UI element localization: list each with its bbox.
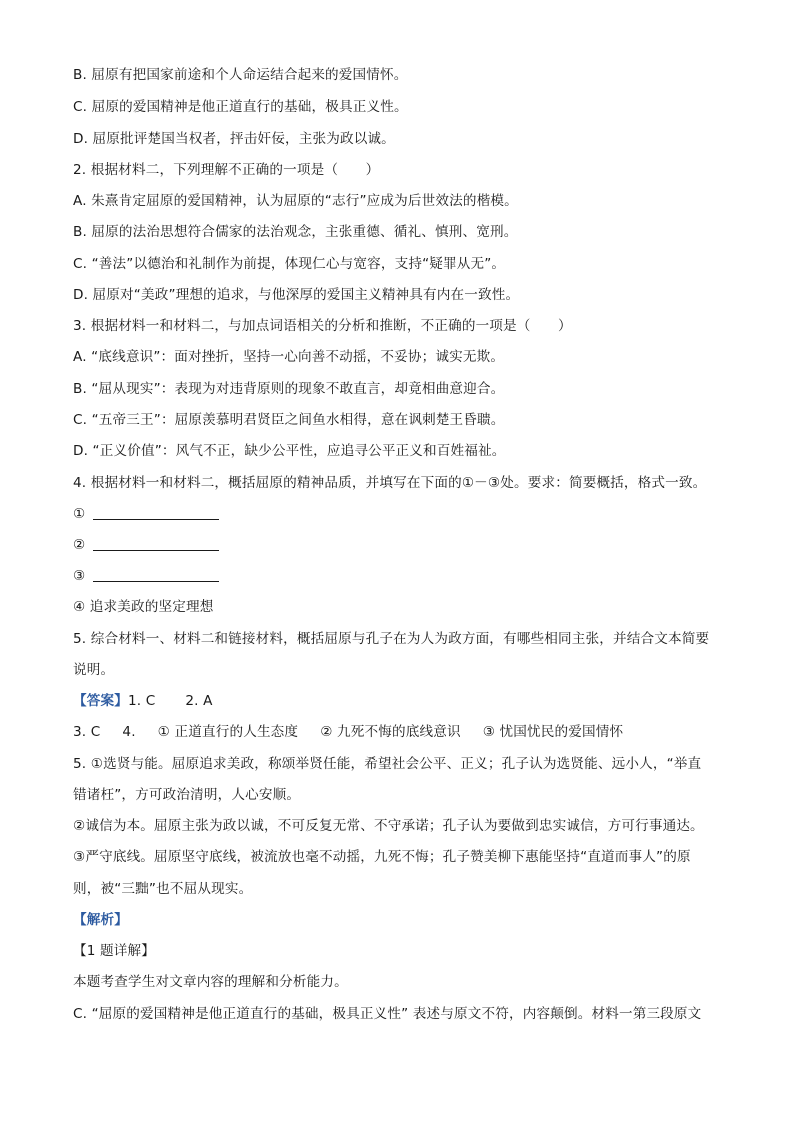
- option-b-q1: B. 屈原有把国家前途和个人命运结合起来的爱国情怀。: [73, 67, 408, 83]
- answer-3: 3. C: [73, 724, 101, 740]
- analysis-line-1: 本题考查学生对文章内容的理解和分析能力。: [73, 974, 348, 990]
- option-d-q1: D. 屈原批评楚国当权者，抨击奸佞，主张为政以诚。: [73, 131, 395, 147]
- blank-number: ②: [73, 537, 86, 553]
- option-c-q1: C. 屈原的爱国精神是他正道直行的基础，极具正义性。: [73, 99, 408, 115]
- answer-blank-1: [73, 505, 219, 523]
- question-5-line-1: 5. 综合材料一、材料二和链接材料，概括屈原与孔子在为人为政方面，有哪些相同主张，并结合文本简要: [73, 631, 710, 647]
- answer-4-item-1: ① 正道直行的人生态度: [157, 724, 299, 740]
- fill-in-line: [93, 567, 219, 582]
- question-2: 2. 根据材料二，下列理解不正确的一项是（ ）: [73, 162, 380, 178]
- blank-number: ③: [73, 568, 86, 584]
- answer-5-line-5: 则，被“三黜”也不屈从现实。: [73, 881, 253, 897]
- answer-row-2: [73, 723, 623, 741]
- option-a-q2: A. 朱熹肯定屈原的爱国精神，认为屈原的“志行”应成为后世效法的楷模。: [73, 193, 518, 209]
- answer-blank-3: [73, 567, 219, 585]
- answer-tag: 【答案】: [73, 693, 128, 709]
- option-d-q2: D. 屈原对“美政”理想的追求，与他深厚的爱国主义精神具有内在一致性。: [73, 287, 520, 303]
- question-4: 4. 根据材料一和材料二，概括屈原的精神品质，并填写在下面的①－③处。要求：简要概括，格式一致。: [73, 475, 707, 491]
- answer-blank-2: [73, 536, 219, 554]
- answer-4-label: 4.: [122, 724, 136, 740]
- analysis-subheading-1: 【1 题详解】: [73, 943, 155, 959]
- option-c-q2: C. “善法”以德治和礼制作为前提，体现仁心与宽容，支持“疑罪从无”。: [73, 256, 506, 272]
- answer-2: 2. A: [185, 693, 213, 709]
- option-b-q2: B. 屈原的法治思想符合儒家的法治观念，主张重德、循礼、慎刑、宽刑。: [73, 224, 518, 240]
- answer-5-line-1: 5. ①选贤与能。屈原追求美政，称颂举贤任能，希望社会公平、正义；孔子认为选贤能、远小人，“举直: [73, 756, 702, 772]
- question-3: 3. 根据材料一和材料二，与加点词语相关的分析和推断，不正确的一项是（ ）: [73, 318, 572, 334]
- analysis-tag: 【解析】: [73, 912, 128, 928]
- answer-4-item-3: ③ 忧国忧民的爱国情怀: [482, 724, 624, 740]
- answer-5-line-3: ②诚信为本。屈原主张为政以诚，不可反复无常、不守承诺；孔子认为要做到忠实诚信，方可行事通达。: [73, 818, 704, 834]
- fill-in-line: [93, 536, 219, 551]
- question-5-line-2: 说明。: [73, 662, 115, 678]
- option-c-q3: C. “五帝三王”：屈原羡慕明君贤臣之间鱼水相得，意在讽刺楚王昏聩。: [73, 412, 505, 428]
- fill-in-line: [93, 505, 219, 520]
- option-b-q3: B. “屈从现实”：表现为对违背原则的现象不敢直言，却竟相曲意迎合。: [73, 381, 505, 397]
- answer-row-1: [73, 692, 213, 710]
- answer-5-line-4: ③严守底线。屈原坚守底线，被流放也毫不动摇，九死不悔；孔子赞美柳下惠能坚持“直道而事人”的原: [73, 849, 691, 865]
- q4-item-4: ④ 追求美政的坚定理想: [73, 599, 214, 615]
- analysis-line-2: C. “屈原的爱国精神是他正道直行的基础，极具正义性” 表述与原文不符，内容颠倒。材料一第三段原文: [73, 1006, 702, 1022]
- answer-5-line-2: 错诸枉”，方可政治清明，人心安顺。: [73, 787, 301, 803]
- blank-number: ①: [73, 506, 86, 522]
- answer-1: 1. C: [127, 693, 156, 709]
- answer-4-item-2: ② 九死不悔的底线意识: [320, 724, 461, 740]
- option-d-q3: D. “正义价值”：风气不正，缺少公平性，应追寻公平正义和百姓福祉。: [73, 443, 506, 459]
- option-a-q3: A. “底线意识”：面对挫折，坚持一心向善不动摇，不妥协；诚实无欺。: [73, 349, 505, 365]
